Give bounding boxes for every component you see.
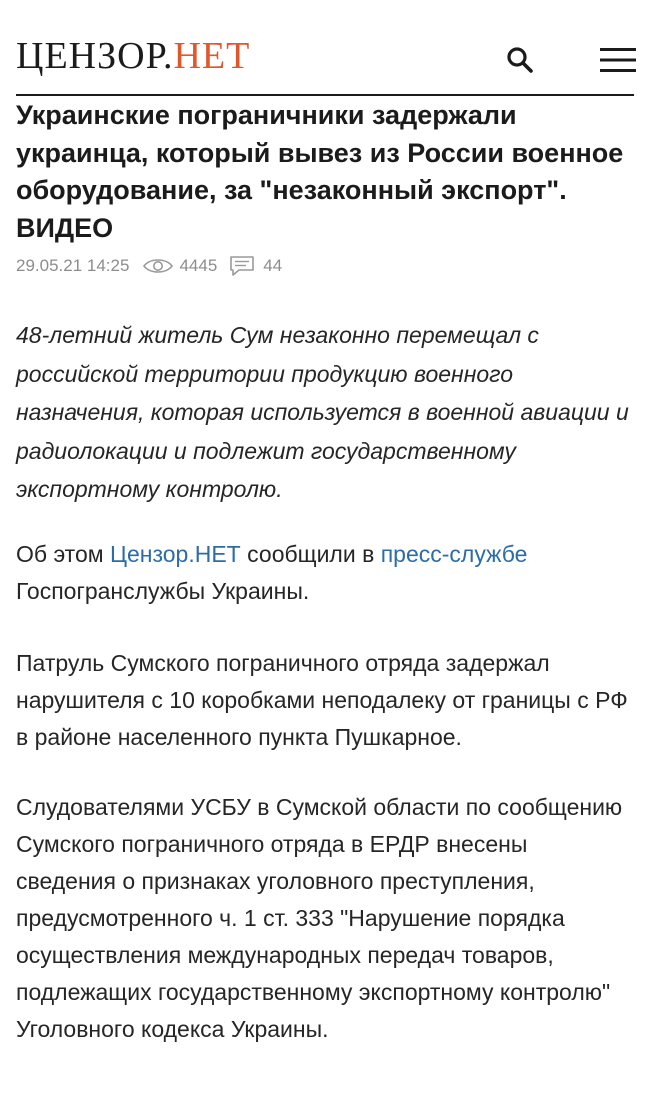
- article-paragraph: [16, 536, 630, 610]
- hamburger-menu-icon[interactable]: [600, 48, 636, 72]
- article-meta: [16, 253, 282, 279]
- press-service-link[interactable]: пресс-службе: [380, 541, 528, 567]
- article-lead: 48-летний житель Сум незаконно перемещал с российской территории продукцию военного назначения, которая используется в военной авиации и радиолокации и подлежит государственному экспортному контролю.: [16, 322, 629, 502]
- logo-text-main: ЦЕНЗОР.: [16, 35, 174, 77]
- censor-net-link[interactable]: Цензор.НЕТ: [109, 541, 241, 567]
- views-count: 4445: [179, 256, 218, 275]
- paragraph-text: Об этом: [16, 541, 110, 567]
- search-icon[interactable]: [506, 46, 534, 74]
- publish-date: 29.05.21 14:25: [16, 256, 130, 275]
- article-paragraph: Патруль Сумского пограничного отряда задержал нарушителя с 10 коробками неподалеку от границы с РФ в районе населенного пункта Пушкарное.: [16, 650, 628, 750]
- site-logo[interactable]: [16, 36, 250, 76]
- article-title: Украинские пограничники задержали украинца, который вывез из России военное оборудование, за "незаконный экспорт". ВИДЕО: [16, 100, 624, 243]
- eye-icon: [143, 257, 173, 275]
- site-header: [0, 0, 650, 96]
- article-paragraph: Слудователями УСБУ в Сумской области по сообщению Сумского пограничного отряда в ЕРДР внесены сведения о признаках уголовного преступления, предусмотренного ч. 1 ст. 333 "Нарушение порядка осуществления международных передач товаров, подлежащих государственному экспортному контролю" Уголовного кодекса Украины.: [16, 794, 623, 1042]
- paragraph-text: Госпогранслужбы Украины.: [16, 578, 310, 604]
- logo-text-accent: НЕТ: [173, 35, 251, 77]
- comment-icon[interactable]: [229, 255, 255, 277]
- comments-count[interactable]: 44: [263, 256, 283, 275]
- header-divider: [16, 94, 634, 96]
- paragraph-text: сообщили в: [240, 541, 381, 567]
